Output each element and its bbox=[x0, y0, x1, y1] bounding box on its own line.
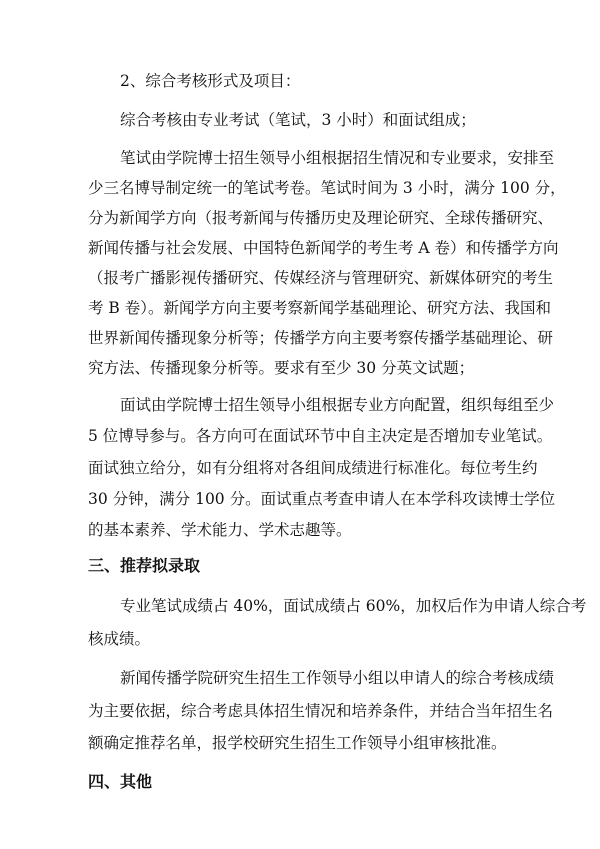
paragraph-line: 考 B 卷）。新闻学方向主要考察新闻学基础理论、研究方法、我国和 bbox=[88, 299, 551, 317]
paragraph-line: 额确定推荐名单，报学校研究生招生工作领导小组审核批准。 bbox=[88, 734, 507, 752]
paragraph-line: 面试由学院博士招生领导小组根据专业方向配置，组织每组至少 bbox=[120, 396, 555, 414]
paragraph-line: 少三名博导制定统一的笔试考卷。笔试时间为 3 小时，满分 100 分， bbox=[88, 179, 566, 197]
paragraph-line: 新闻传播与社会发展、中国特色新闻学的考生考 A 卷）和传播学方向 bbox=[88, 239, 559, 257]
section-heading-recommend: 三、推荐拟录取 bbox=[88, 556, 201, 575]
paragraph-line: （报考广播影视传播研究、传媒经济与管理研究、新媒体研究的考生 bbox=[88, 269, 554, 287]
paragraph-line: 核成绩。 bbox=[88, 630, 151, 648]
paragraph-line: 分为新闻学方向（报考新闻与传播历史及理论研究、全球传播研究、 bbox=[88, 209, 554, 227]
section-heading-other: 四、其他 bbox=[88, 772, 153, 791]
subsection-title: 2、综合考核形式及项目： bbox=[120, 72, 301, 90]
paragraph-line: 为主要依据，综合考虑具体招生情况和培养条件，并结合当年招生名 bbox=[88, 702, 554, 720]
paragraph-line: 30 分钟，满分 100 分。面试重点考查申请人在本学科攻读博士学位 bbox=[88, 490, 556, 508]
paragraph-line: 面试独立给分，如有分组将对各组间成绩进行标准化。每位考生约 bbox=[88, 459, 538, 477]
paragraph-line: 专业笔试成绩占 40%，面试成绩占 60%，加权后作为申请人综合考 bbox=[120, 597, 587, 615]
intro-paragraph: 综合考核由专业考试（笔试，3 小时）和面试组成； bbox=[120, 111, 476, 129]
paragraph-line: 笔试由学院博士招生领导小组根据招生情况和专业要求，安排至 bbox=[120, 149, 555, 167]
paragraph-line: 的基本素养、学术能力、学术志趣等。 bbox=[88, 521, 352, 539]
paragraph-line: 5 位博导参与。各方向可在面试环节中自主决定是否增加专业笔试。 bbox=[88, 427, 553, 445]
paragraph-line: 究方法、传播现象分析等。要求有至少 30 分英文试题； bbox=[88, 359, 475, 377]
paragraph-line: 世界新闻传播现象分析等；传播学方向主要考察传播学基础理论、研 bbox=[88, 329, 554, 347]
paragraph-line: 新闻传播学院研究生招生工作领导小组以申请人的综合考核成绩 bbox=[120, 669, 555, 687]
